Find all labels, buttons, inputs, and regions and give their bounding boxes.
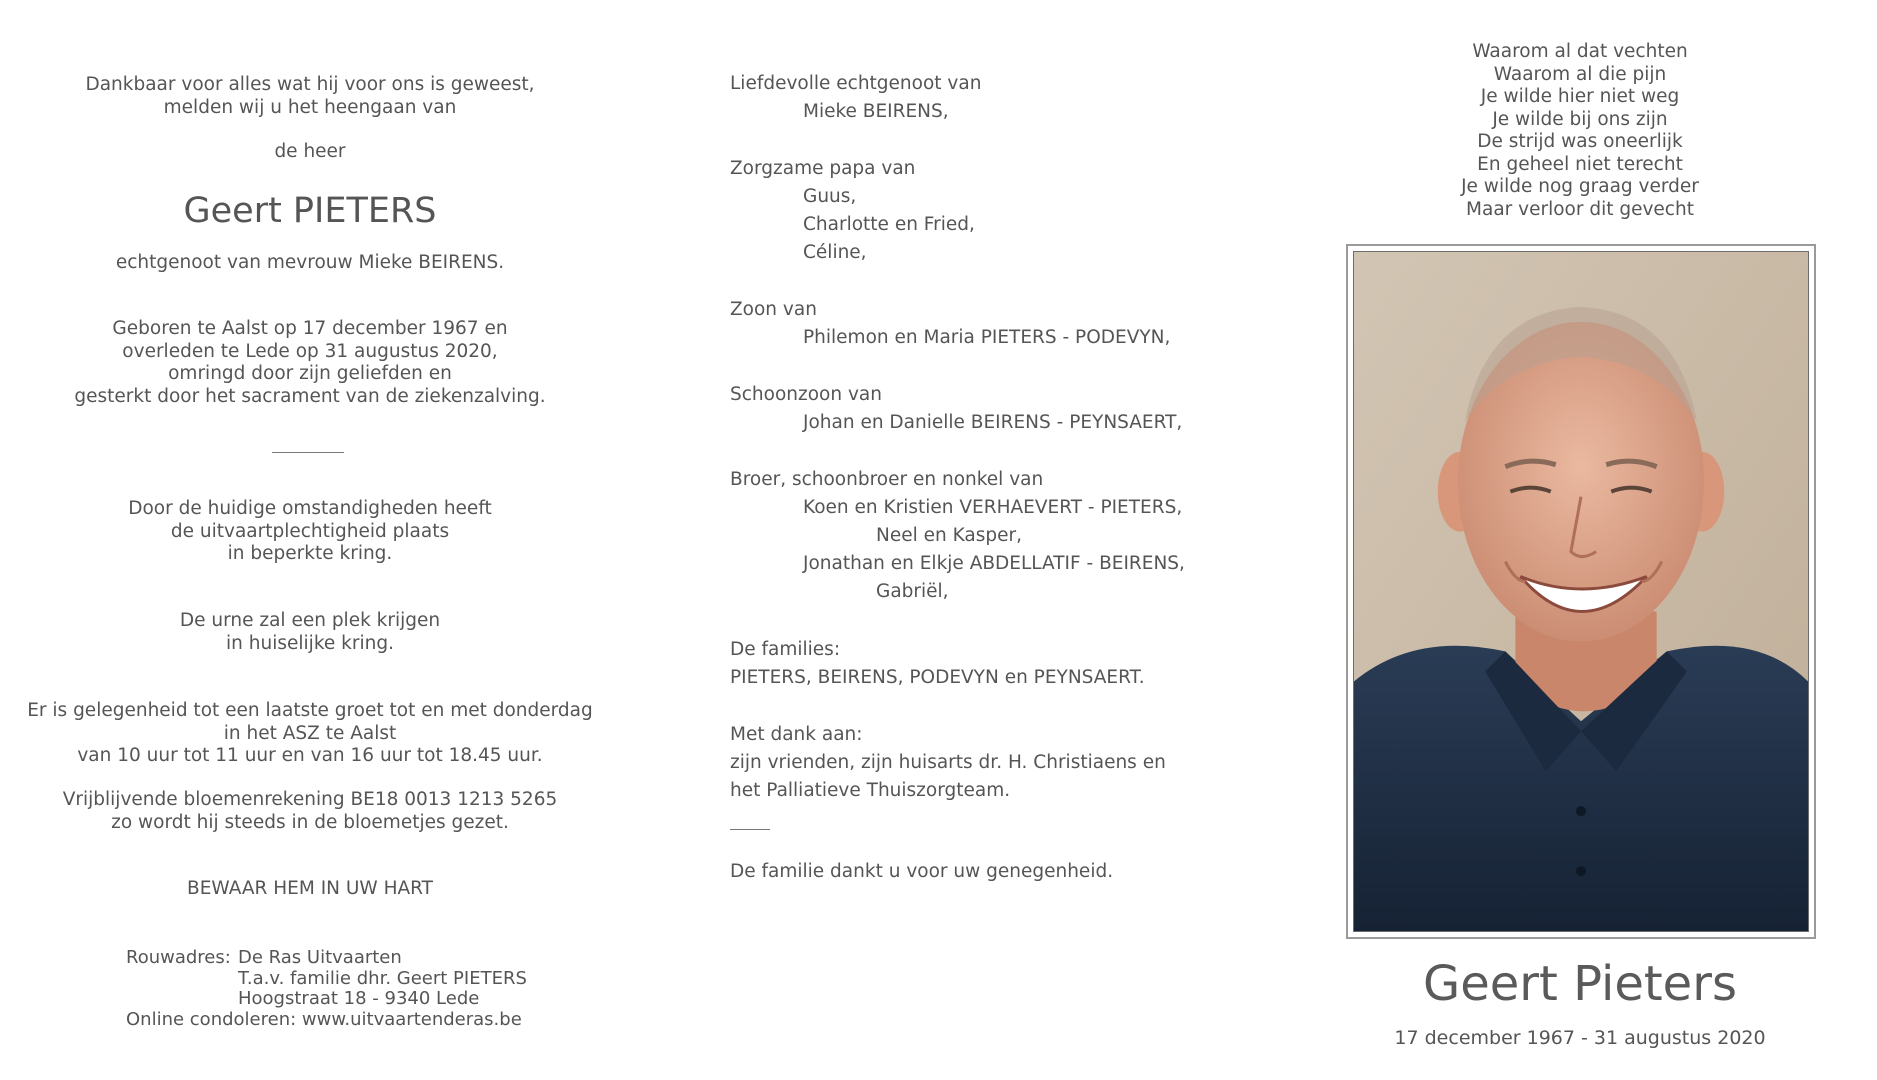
intro-line: Dankbaar voor alles wat hij voor ons is geweest, <box>85 74 535 95</box>
online-condolence-link[interactable]: Online condoleren: www.uitvaartenderas.be <box>126 1008 522 1030</box>
birth-death-text <box>0 318 620 408</box>
mourning-address <box>126 948 527 1030</box>
divider <box>272 452 344 453</box>
poem-line: Je wilde bij ons zijn <box>1492 108 1668 130</box>
life-dates: 17 december 1967 - 31 augustus 2020 <box>1394 1027 1766 1049</box>
birth-line: gesterkt door het sacrament van de ziekenzalving. <box>74 385 546 407</box>
address-line: De Ras Uitvaarten <box>238 947 402 968</box>
family-line: Charlotte en Fried, <box>803 214 975 235</box>
poem-line: En geheel niet terecht <box>1477 153 1683 175</box>
family-line: Met dank aan: <box>730 724 863 745</box>
poem-line: De strijd was oneerlijk <box>1477 131 1683 152</box>
family-line: Guus, <box>803 186 857 207</box>
flowers-line: zo wordt hij steeds in de bloemetjes gezet. <box>111 811 509 833</box>
poem <box>1340 41 1820 221</box>
family-line: Jonathan en Elkje ABDELLATIF - BEIRENS, <box>803 553 1185 574</box>
family-line: Zorgzame papa van <box>730 158 916 179</box>
family-line: PIETERS, BEIRENS, PODEVYN en PEYNSAERT. <box>730 667 1145 688</box>
address-line: Hoogstraat 18 - 9340 Lede <box>238 988 480 1009</box>
ceremony-line: in beperkte kring. <box>227 543 393 564</box>
family-line: Philemon en Maria PIETERS - PODEVYN, <box>803 327 1171 348</box>
urn-line: De urne zal een plek krijgen <box>179 610 441 631</box>
urn-text <box>0 610 620 655</box>
address-label: Rouwadres: <box>126 947 231 968</box>
family-line: Broer, schoonbroer en nonkel van <box>730 469 1044 490</box>
family-line: Mieke BEIRENS, <box>803 101 949 122</box>
motto: BEWAAR HEM IN UW HART <box>187 878 433 899</box>
family-line: Neel en Kasper, <box>876 525 1023 546</box>
ceremony-line: Door de huidige omstandigheden heeft <box>128 498 492 519</box>
ceremony-text <box>0 498 620 566</box>
divider <box>730 829 770 830</box>
ceremony-line: de uitvaartplechtigheid plaats <box>170 520 450 542</box>
family-line: Johan en Danielle BEIRENS - PEYNSAERT, <box>803 412 1183 433</box>
farewell-line: van 10 uur tot 11 uur en van 16 uur tot 18.45 uur. <box>77 745 543 766</box>
family-line: Koen en Kristien VERHAEVERT - PIETERS, <box>803 497 1183 518</box>
family-line: De families: <box>730 639 841 660</box>
family-line: het Palliatieve Thuiszorgteam. <box>730 780 1011 801</box>
poem-line: Je wilde nog graag verder <box>1461 176 1699 197</box>
spouse-line: echtgenoot van mevrouw Mieke BEIRENS. <box>115 252 505 273</box>
portrait-frame <box>1346 244 1816 939</box>
intro-line: melden wij u het heengaan van <box>163 96 457 118</box>
intro-text <box>0 74 620 119</box>
farewell-line: in het ASZ te Aalst <box>223 722 397 744</box>
poem-line: Je wilde hier niet weg <box>1480 86 1680 107</box>
poem-line: Maar verloor dit gevecht <box>1466 198 1694 220</box>
poem-line: Waarom al dat vechten <box>1472 41 1688 62</box>
address-line: T.a.v. familie dhr. Geert PIETERS <box>238 967 527 989</box>
family-line: Schoonzoon van <box>730 384 882 405</box>
urn-line: in huiselijke kring. <box>226 632 394 654</box>
portrait-illustration <box>1354 252 1808 931</box>
deceased-name: Geert PIETERS <box>183 191 437 231</box>
family-line: Liefdevolle echtgenoot van <box>730 73 982 94</box>
family-line: Céline, <box>803 242 867 263</box>
farewell-line: Er is gelegenheid tot een laatste groet tot en met donderdag <box>27 700 593 721</box>
family-line: zijn vrienden, zijn huisarts dr. H. Christiaens en <box>730 752 1166 773</box>
birth-line: Geboren te Aalst op 17 december 1967 en <box>112 318 508 339</box>
poem-line: Waarom al die pijn <box>1493 63 1667 85</box>
portrait-photo <box>1353 251 1809 932</box>
family-line: De familie dankt u voor uw genegenheid. <box>730 861 1114 882</box>
portrait-name: Geert Pieters <box>1423 956 1737 1012</box>
farewell-text <box>0 700 620 768</box>
flowers-text <box>0 789 620 834</box>
family-line: Gabriël, <box>876 581 949 602</box>
family-line: Zoon van <box>730 299 817 320</box>
birth-line: overleden te Lede op 31 augustus 2020, <box>122 340 498 362</box>
title-prefix: de heer <box>274 141 346 162</box>
flowers-line: Vrijblijvende bloemenrekening BE18 0013 1213 5265 <box>62 789 558 810</box>
birth-line: omringd door zijn geliefden en <box>168 363 452 384</box>
